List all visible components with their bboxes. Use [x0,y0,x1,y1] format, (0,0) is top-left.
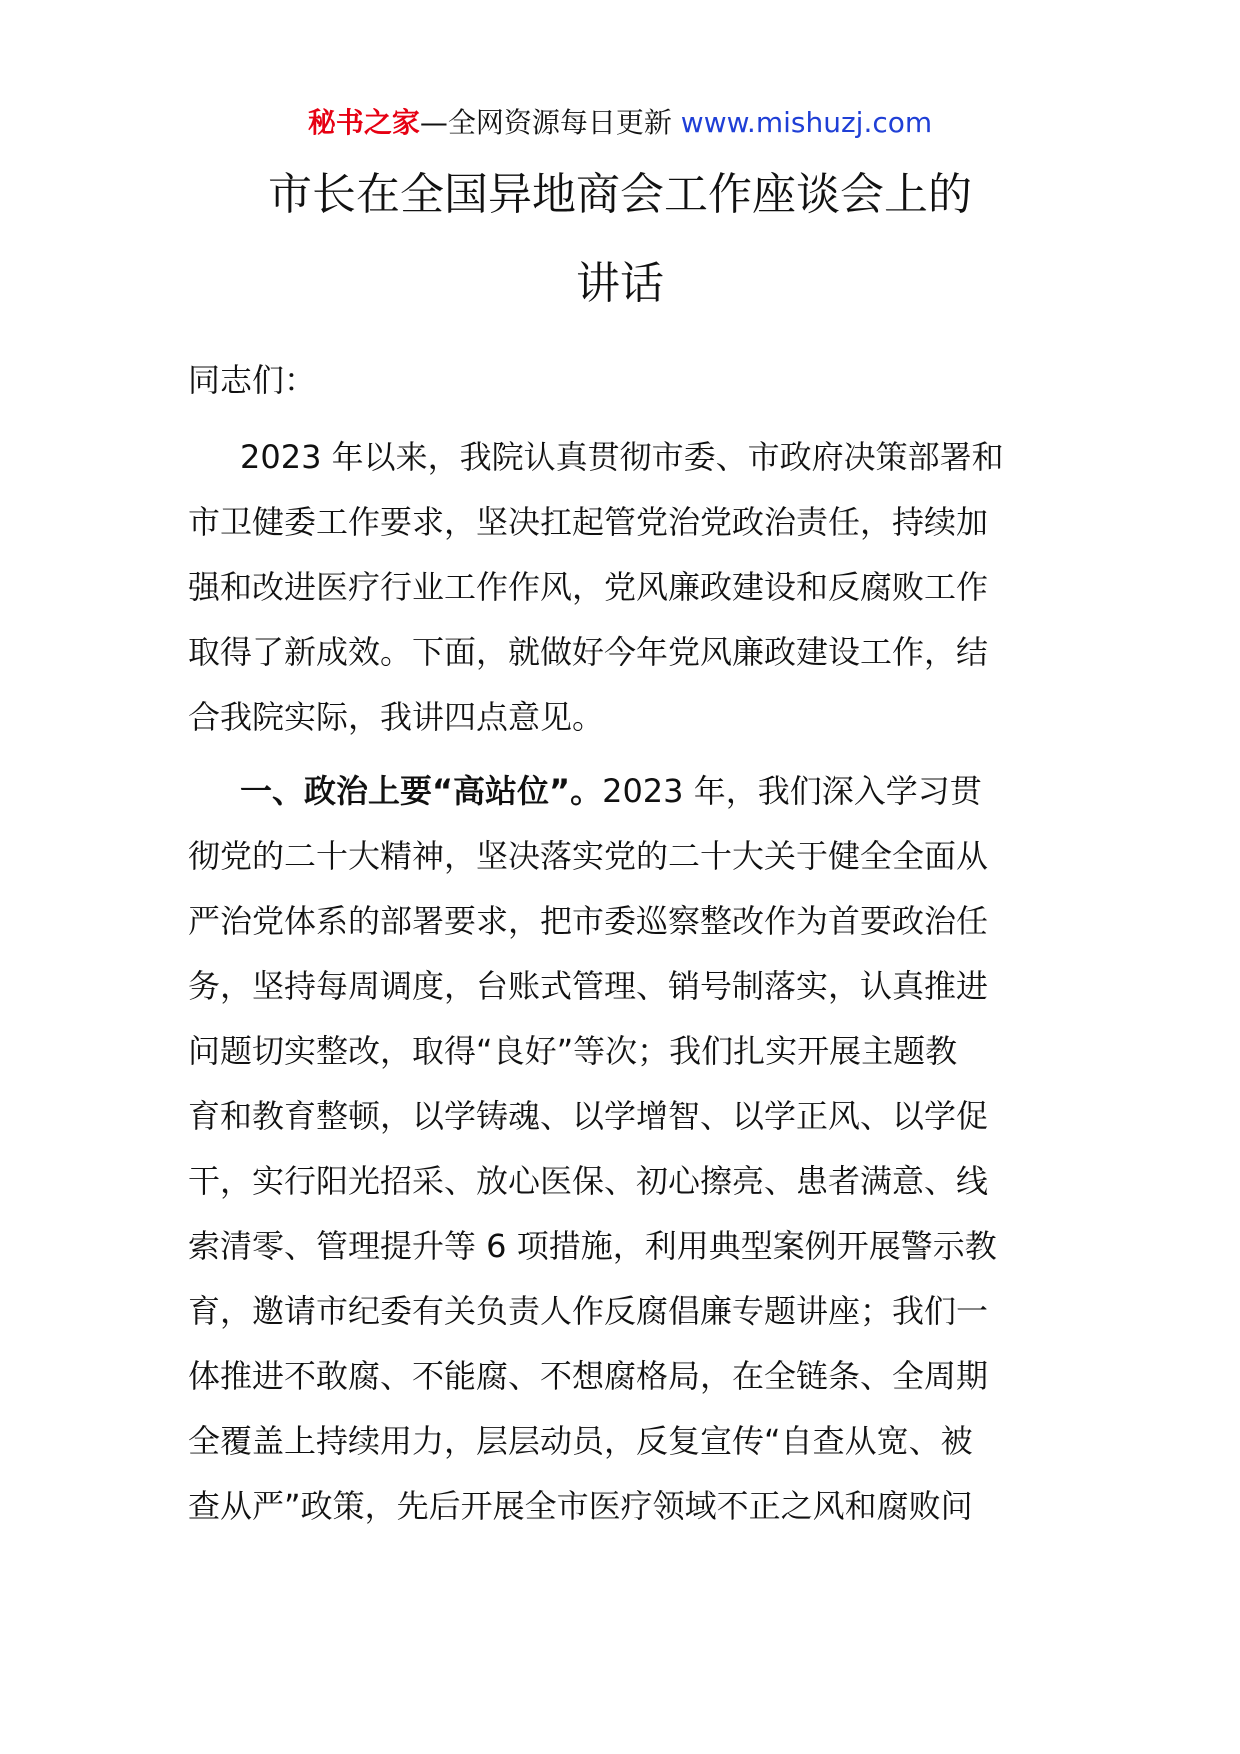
paragraph-line: 强和改进医疗行业工作作风，党风廉政建设和反腐败工作 [188,568,989,606]
paragraph-line: 体推进不敢腐、不能腐、不想腐格局，在全链条、全周期 [188,1357,989,1395]
paragraph-2 [188,759,1058,1539]
paragraph-line: 育和教育整顿，以学铸魂、以学增智、以学正风、以学促 [188,1097,989,1135]
salutation: 同志们： [188,361,317,399]
document-title-line-2: 讲话 [576,258,664,309]
paragraph-line: 干，实行阳光招采、放心医保、初心擦亮、患者满意、线 [188,1162,989,1200]
paragraph-line: 育，邀请市纪委有关负责人作反腐倡廉专题讲座；我们一 [188,1292,989,1330]
site-url[interactable]: www.mishuzj.com [680,106,933,139]
paragraph-line: 2023 年以来，我院认真贯彻市委、市政府决策部署和 [240,438,1004,476]
paragraph-line: 查从严”政策，先后开展全市医疗领域不正之风和腐败问 [188,1487,973,1525]
paragraph-line: 全覆盖上持续用力，层层动员，反复宣传“自查从宽、被 [188,1422,973,1460]
document-title-line-1: 市长在全国异地商会工作座谈会上的 [268,169,972,220]
paragraph-line: 务，坚持每周调度，台账式管理、销号制落实，认真推进 [188,967,989,1005]
site-header [0,101,1240,145]
paragraph-first-line [188,759,1058,824]
paragraph-line: 彻党的二十大精神，坚决落实党的二十大关于健全全面从 [188,837,989,875]
paragraph-line: 索清零、管理提升等 6 项措施，利用典型案例开展警示教 [188,1227,997,1265]
section-heading: 一、政治上要“高站位”。 [240,772,603,810]
paragraph-line: 市卫健委工作要求，坚决扛起管党治党政治责任，持续加 [188,503,989,541]
paragraph-1 [188,425,1058,750]
paragraph-line: 取得了新成效。下面，就做好今年党风廉政建设工作，结 [188,633,989,671]
header-slogan: —全网资源每日更新 [419,106,672,139]
brand-name: 秘书之家 [307,106,420,139]
paragraph-line: 合我院实际，我讲四点意见。 [188,698,605,736]
paragraph-line: 问题切实整改，取得“良好”等次；我们扎实开展主题教 [188,1032,958,1070]
paragraph-line-rest: 2023 年，我们深入学习贯 [602,772,982,810]
paragraph-line: 严治党体系的部署要求，把市委巡察整改作为首要政治任 [188,902,989,940]
